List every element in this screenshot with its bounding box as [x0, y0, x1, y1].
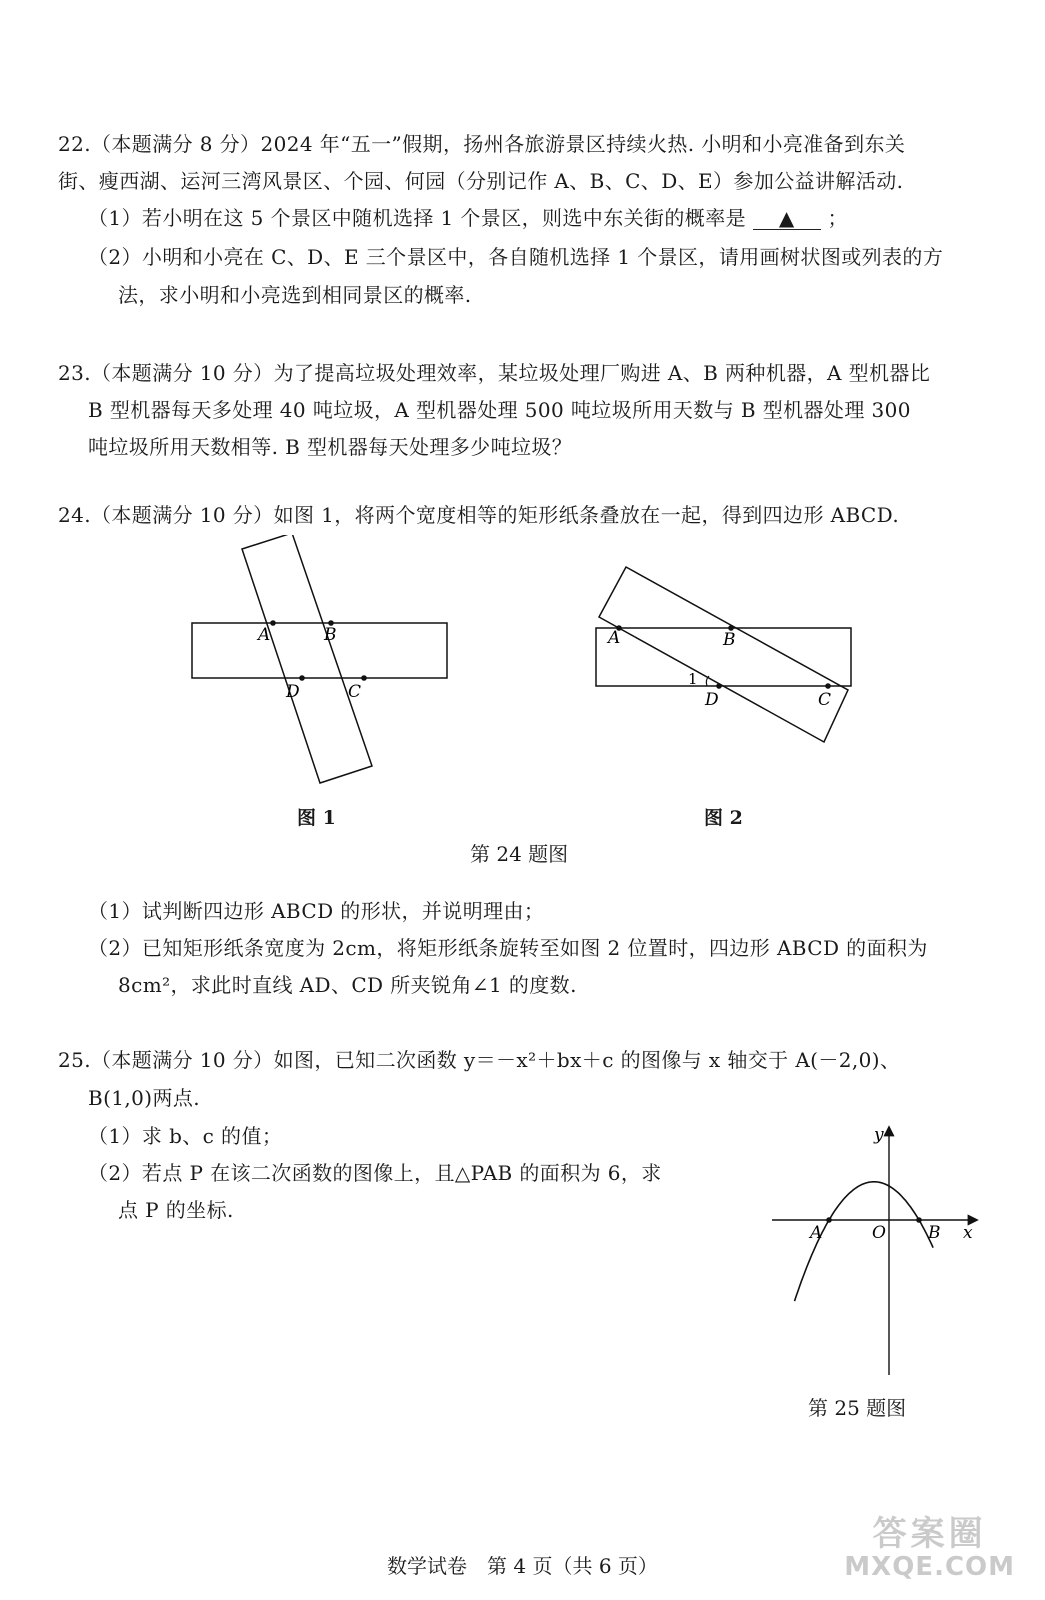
label-x: x: [963, 1223, 973, 1243]
watermark-line-2: MXQE.COM: [844, 1552, 1015, 1582]
q25-part-2-line-1: （2）若点 P 在该二次函数的图像上，且△PAB 的面积为 6，求: [88, 1161, 662, 1185]
point-d: [716, 683, 722, 689]
label-a: A: [810, 1223, 823, 1243]
q23-line-2: B 型机器每天多处理 40 吨垃圾，A 型机器处理 500 吨垃圾所用天数与 B 型机器处理 300: [88, 398, 911, 422]
label-d: D: [286, 682, 300, 702]
q24-line-1: 24.（本题满分 10 分）如图 1，将两个宽度相等的矩形纸条叠放在一起，得到四边形 ABCD.: [58, 503, 900, 527]
label-c: C: [818, 690, 832, 710]
point-a: [826, 1217, 832, 1223]
q25-figure-caption: 第 25 题图: [808, 1396, 907, 1420]
q24-figure-2: [590, 560, 860, 750]
q25-part-1: （1）求 b、c 的值；: [88, 1124, 283, 1148]
q22-line-2: 街、瘦西湖、运河三湾风景区、个园、何园（分别记作 A、B、C、D、E）参加公益讲解活动.: [58, 169, 904, 193]
q25-line-1: 25.（本题满分 10 分）如图，已知二次函数 y＝－x²＋bx＋c 的图像与 x 轴交于 A(－2,0)、: [58, 1048, 901, 1072]
figure-2-caption: 图 2: [704, 807, 743, 829]
answer-blank: ▲: [753, 207, 821, 230]
q22-part-1-end: ；: [827, 206, 848, 230]
label-y: y: [874, 1125, 884, 1145]
q23-line-3: 吨垃圾所用天数相等. B 型机器每天处理多少吨垃圾？: [88, 435, 573, 459]
label-d: D: [705, 690, 719, 710]
point-b: [916, 1217, 922, 1223]
label-c: C: [348, 682, 362, 702]
q24-part-1: （1）试判断四边形 ABCD 的形状，并说明理由；: [88, 899, 545, 923]
q23-line-1: 23.（本题满分 10 分）为了提高垃圾处理效率，某垃圾处理厂购进 A、B 两种机器，A 型机器比: [58, 361, 931, 385]
point-c: [361, 675, 367, 681]
point-c: [825, 683, 831, 689]
q22-part-1: [88, 204, 848, 232]
label-o: O: [872, 1223, 886, 1243]
label-b: B: [324, 625, 337, 645]
watermark-logo: [844, 1516, 1015, 1582]
label-b: B: [928, 1223, 941, 1243]
q24-figure-1: [185, 535, 460, 805]
figure-1-caption: 图 1: [297, 807, 336, 829]
q22-part-2-line-2: 法，求小明和小亮选到相同景区的概率.: [118, 283, 472, 307]
label-a: A: [258, 625, 271, 645]
point-a: [270, 620, 276, 626]
q24-part-2-line-1: （2）已知矩形纸条宽度为 2cm，将矩形纸条旋转至如图 2 位置时，四边形 ABCD 的面积为: [88, 936, 928, 960]
watermark-line-1: 答案圈: [872, 1514, 987, 1554]
q22-part-1-text: （1）若小明在这 5 个景区中随机选择 1 个景区，则选中东关街的概率是: [88, 206, 747, 230]
tilted-strip: [599, 567, 848, 742]
q24-part-2-line-2: 8cm²，求此时直线 AD、CD 所夹锐角∠1 的度数.: [118, 973, 577, 997]
label-b: B: [723, 630, 736, 650]
q25-line-2: B(1,0)两点.: [88, 1086, 201, 1110]
q22-line-1: 22.（本题满分 8 分）2024 年“五一”假期，扬州各旅游景区持续火热. 小明和小亮准备到东关: [58, 132, 906, 156]
q25-parabola-figure: [765, 1118, 985, 1380]
page-footer: 数学试卷 第 4 页（共 6 页）: [387, 1554, 658, 1578]
q22-part-2-line-1: （2）小明和小亮在 C、D、E 三个景区中，各自随机选择 1 个景区，请用画树状图或列表的方: [88, 245, 944, 269]
label-a: A: [608, 628, 621, 648]
tilted-strip: [242, 535, 372, 783]
label-angle-1: 1: [688, 670, 698, 688]
horizontal-strip: [192, 623, 447, 678]
q25-part-2-line-2: 点 P 的坐标.: [118, 1198, 234, 1222]
q24-figure-caption: 第 24 题图: [470, 842, 569, 866]
point-d: [299, 675, 305, 681]
